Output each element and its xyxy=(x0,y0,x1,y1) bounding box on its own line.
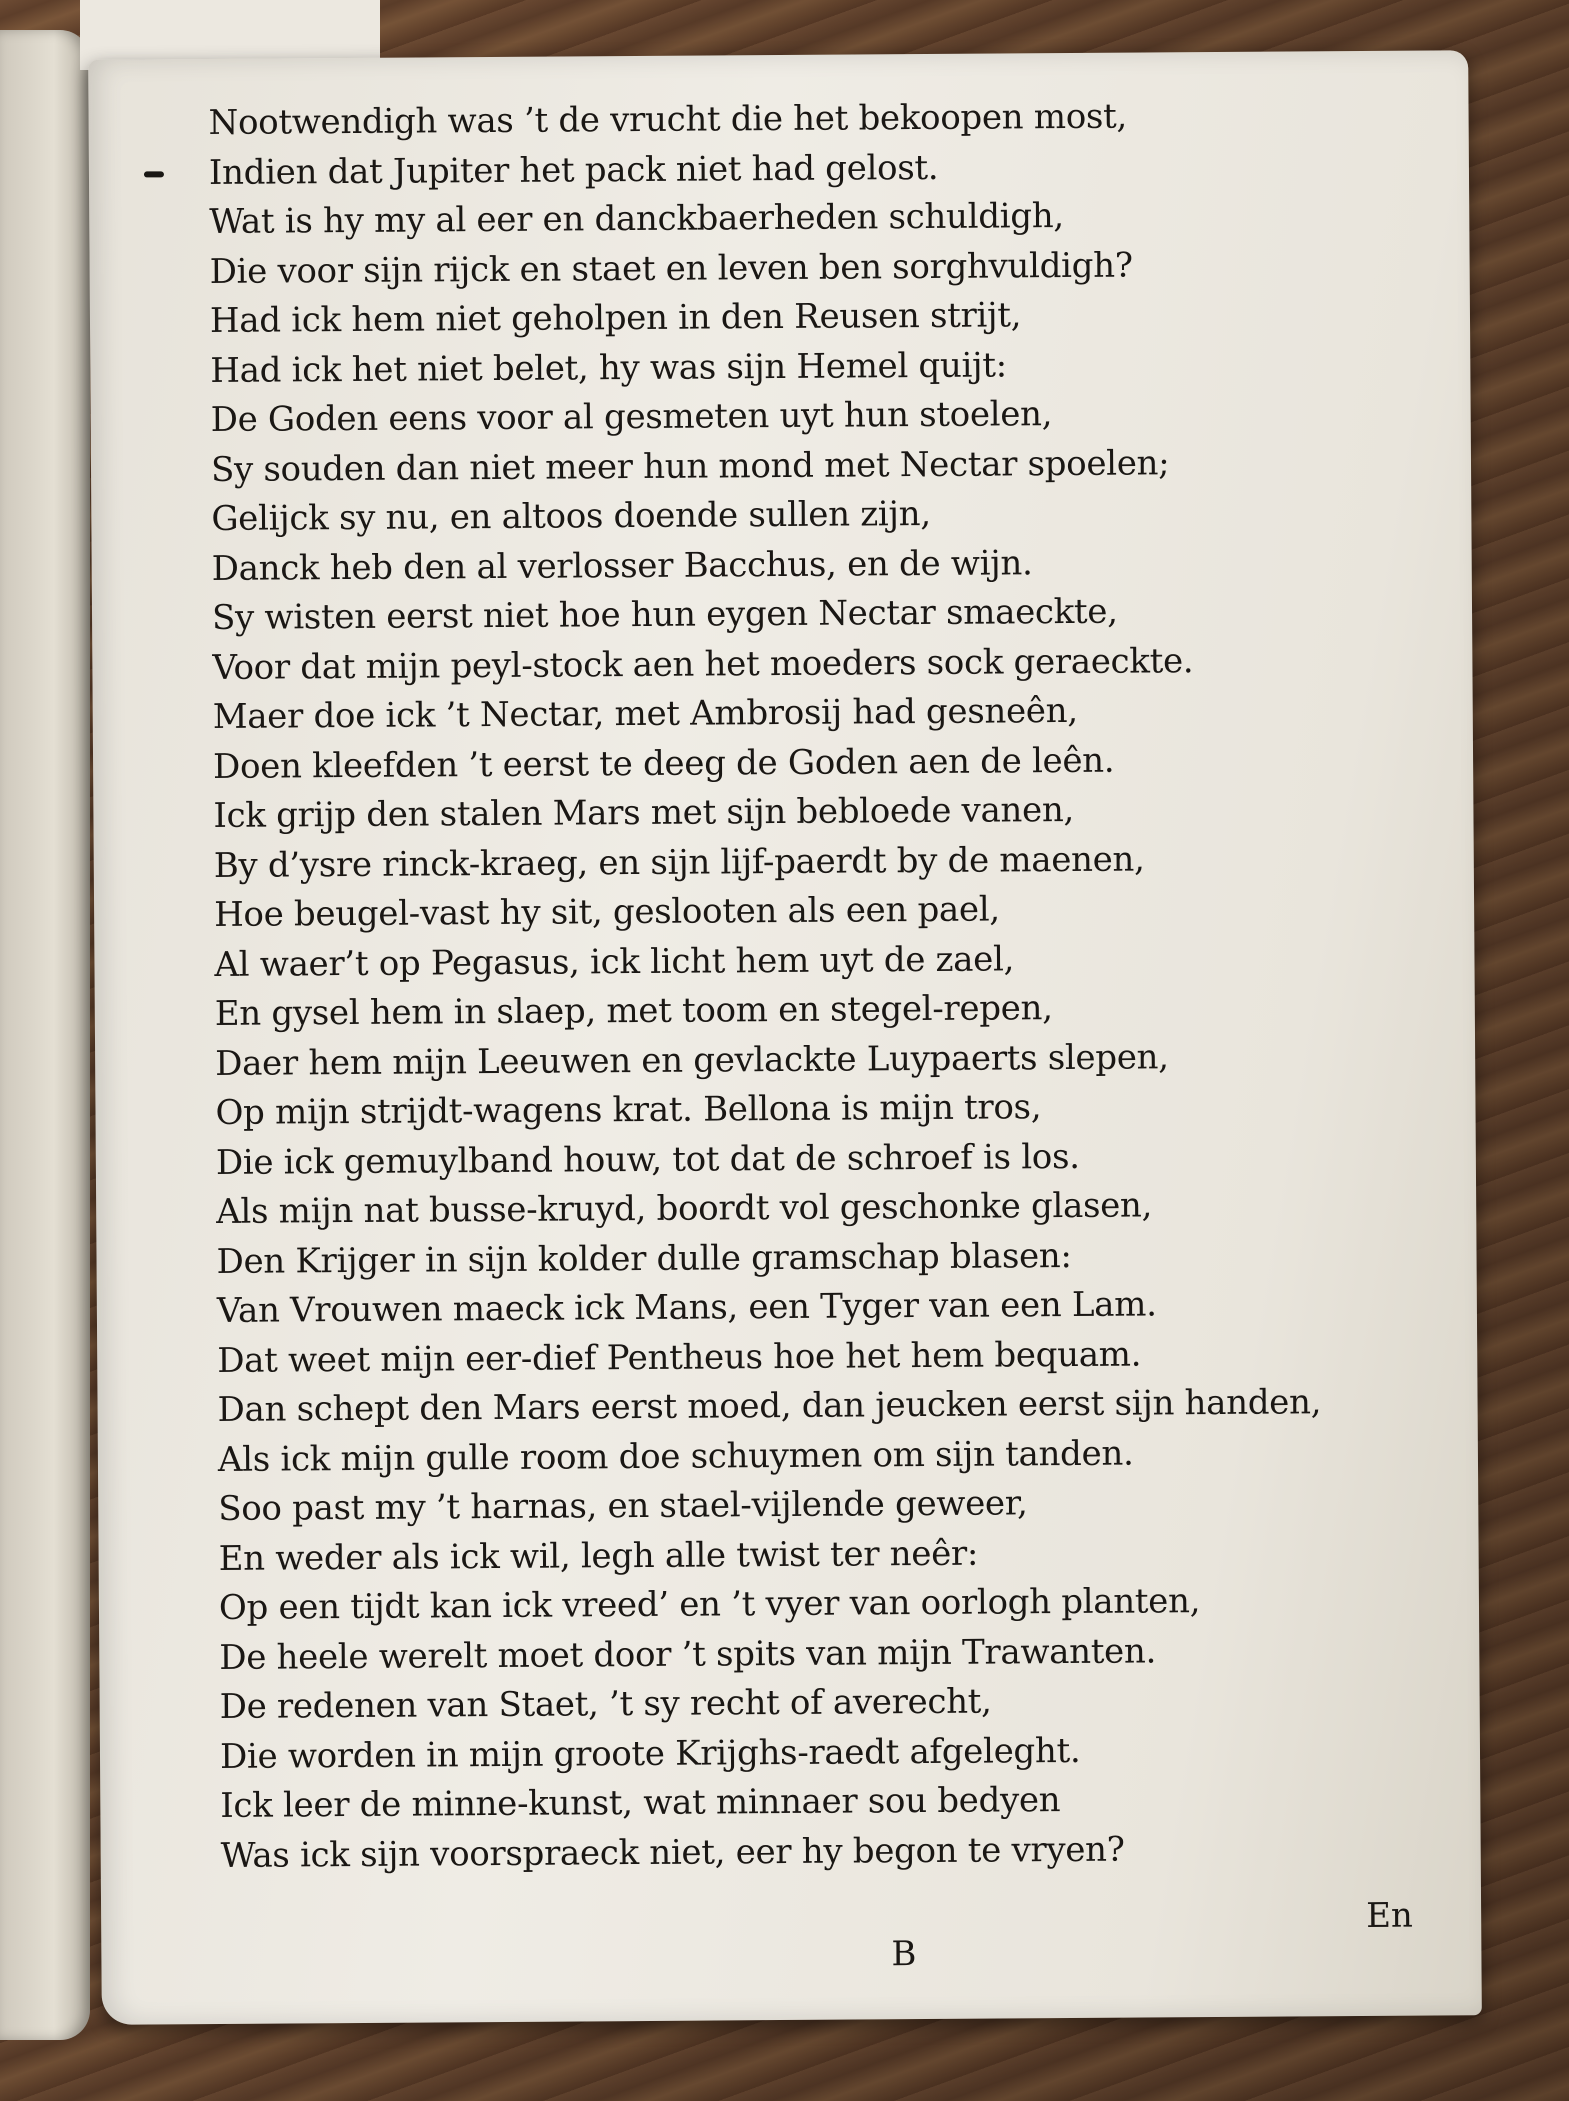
poem-text xyxy=(208,91,1400,1881)
poem-line: Gelijck sy nu, en altoos doende sullen zijn, xyxy=(211,493,931,539)
poem-line: De Goden eens voor al gesmeten uyt hun stoelen, xyxy=(210,394,1053,440)
poem-line: Ick leer de minne-kunst, wat minnaer sou bedyen xyxy=(220,1780,1061,1826)
poem-line: Had ick hem niet geholpen in den Reusen strijt, xyxy=(209,295,1022,341)
poem-line: Indien dat Jupiter het pack niet had gelost. xyxy=(208,147,939,193)
poem-line: By d’ysre rinck-kraeg, en sijn lijf-paerdt by de maenen, xyxy=(213,838,1145,886)
poem-line: Van Vrouwen maeck ick Mans, een Tyger van een Lam. xyxy=(216,1284,1157,1331)
poem-line: Op mijn strijdt-wagens krat. Bellona is mijn tros, xyxy=(215,1087,1042,1133)
poem-line: Daer hem mijn Leeuwen en gevlackte Luypaerts slepen, xyxy=(215,1036,1169,1084)
poem-line: Op een tijdt kan ick vreed’ en ’t vyer van oorlogh planten, xyxy=(218,1581,1201,1628)
poem-line: Voor dat mijn peyl-stock aen het moeders sock geraeckte. xyxy=(212,640,1194,688)
poem-line: Danck heb den al verlosser Bacchus, en de wijn. xyxy=(211,542,1033,589)
poem-line: Als ick mijn gulle room doe schuymen om sijn tanden. xyxy=(217,1433,1134,1480)
poem-line: Die ick gemuylband houw, tot dat de schroef is los. xyxy=(215,1136,1080,1183)
poem-line: Dat weet mijn eer-dief Pentheus hoe het hem bequam. xyxy=(217,1334,1142,1381)
poem-line: Maer doe ick ’t Nectar, met Ambrosij had gesneên, xyxy=(212,690,1078,737)
margin-mark xyxy=(144,171,164,177)
poem-line: Nootwendigh was ’t de vrucht die het bekoopen most, xyxy=(208,96,1128,144)
poem-line: Wat is hy my al eer en danckbaerheden schuldigh, xyxy=(209,196,1064,242)
poem-line: En weder als ick wil, legh alle twist ter neêr: xyxy=(218,1533,979,1579)
poem-line: Doen kleefden ’t eerst te deeg de Goden aen de leên. xyxy=(212,740,1115,787)
poem-line: De redenen van Staet, ’t sy recht of averecht, xyxy=(219,1681,992,1727)
poem-line: Ick grijp den stalen Mars met sijn bebloede vanen, xyxy=(213,789,1075,836)
poem-line: Was ick sijn voorspraeck niet, eer hy begon te vryen? xyxy=(220,1829,1125,1876)
poem-line: Had ick het niet belet, hy was sijn Hemel quijt: xyxy=(210,344,1008,391)
book-page xyxy=(88,50,1482,2025)
poem-line: En gysel hem in slaep, met toom en stegel-repen, xyxy=(214,988,1053,1034)
poem-line: Hoe beugel-vast hy sit, geslooten als een pael, xyxy=(213,889,1000,935)
poem-line: Dan schept den Mars eerst moed, dan jeucken eerst sijn handen, xyxy=(217,1382,1322,1430)
poem-line: De heele werelt moet door ’t spits van mijn Trawanten. xyxy=(219,1630,1157,1678)
poem-line: Den Krijger in sijn kolder dulle gramschap blasen: xyxy=(216,1235,1072,1282)
poem-line: Sy wisten eerst niet hoe hun eygen Nectar smaeckte, xyxy=(211,591,1118,638)
poem-line: Sy souden dan niet meer hun mond met Nectar spoelen; xyxy=(210,442,1170,490)
catchword: En xyxy=(1366,1895,1414,1936)
signature-mark: B xyxy=(891,1934,917,1975)
poem-line: Soo past my ’t harnas, en stael-vijlende geweer, xyxy=(218,1483,1028,1529)
poem-line: Als mijn nat busse-kruyd, boordt vol geschonke glasen, xyxy=(216,1185,1153,1232)
poem-line: Die voor sijn rijck en staet en leven ben sorghvuldigh? xyxy=(209,245,1133,292)
poem-line: Die worden in mijn groote Krijghs-raedt afgeleght. xyxy=(219,1730,1081,1777)
previous-page-edge xyxy=(0,30,90,2040)
poem-line: Al waer’t op Pegasus, ick licht hem uyt de zael, xyxy=(214,938,1015,985)
